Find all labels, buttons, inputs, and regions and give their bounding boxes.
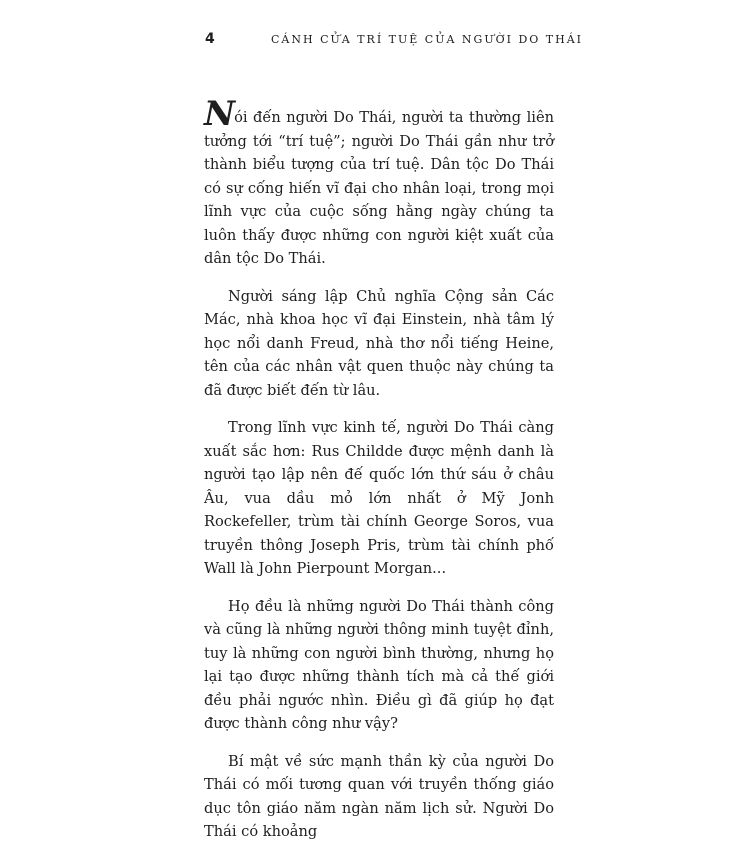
paragraph-5: Bí mật về sức mạnh thần kỳ của người Do Thái có mối tương quan với truyền thống giáo dục tôn giáo năm ngàn năm lịch sử. Người Do Thái có khoảng [204, 752, 554, 840]
running-header [205, 30, 584, 50]
running-header-title: CÁNH CỬA TRÍ TUỆ CỦA NGƯỜI DO THÁI [271, 33, 584, 46]
paragraph-1 [204, 94, 554, 271]
paragraph-1-text: ói đến người Do Thái, người ta thường liên tưởng tới “trí tuệ”; người Do Thái gần như trở thành biểu tượng của trí tuệ. Dân tộc Do Thái có sự cống hiến vĩ đại cho nhân loại, trong mọi lĩnh vực của cuộc sống hằng ngày chúng ta luôn thấy được những con người kiệt xuất của dân tộc Do Thái. [204, 109, 554, 267]
paragraph-4: Họ đều là những người Do Thái thành công và cũng là những người thông minh tuyệt đỉnh, tuy là những con người bình thường, nhưng họ lại tạo được những thành tích mà cả thế giới đều phải ngước nhìn. Điều gì đã giúp họ đạt được thành công như vậy? [204, 597, 554, 732]
body-text [204, 94, 554, 858]
paragraph-2: Người sáng lập Chủ nghĩa Cộng sản Các Mác, nhà khoa học vĩ đại Einstein, nhà tâm lý học nổi danh Freud, nhà thơ nổi tiếng Heine, tên của các nhân vật quen thuộc này chúng ta đã được biết đến từ lâu. [204, 287, 554, 399]
paragraph-3: Trong lĩnh vực kinh tế, người Do Thái càng xuất sắc hơn: Rus Childde được mệnh danh là người tạo lập nên đế quốc lớn thứ sáu ở châu Âu, vua dầu mỏ lớn nhất ở Mỹ Jonh Rockefeller, trùm tài chính George Soros, vua truyền thông Joseph Pris, trùm tài chính phố Wall là John Pierpount Morgan... [204, 419, 554, 577]
page-number: 4 [205, 31, 215, 47]
decorative-initial-letter: N [204, 94, 234, 134]
